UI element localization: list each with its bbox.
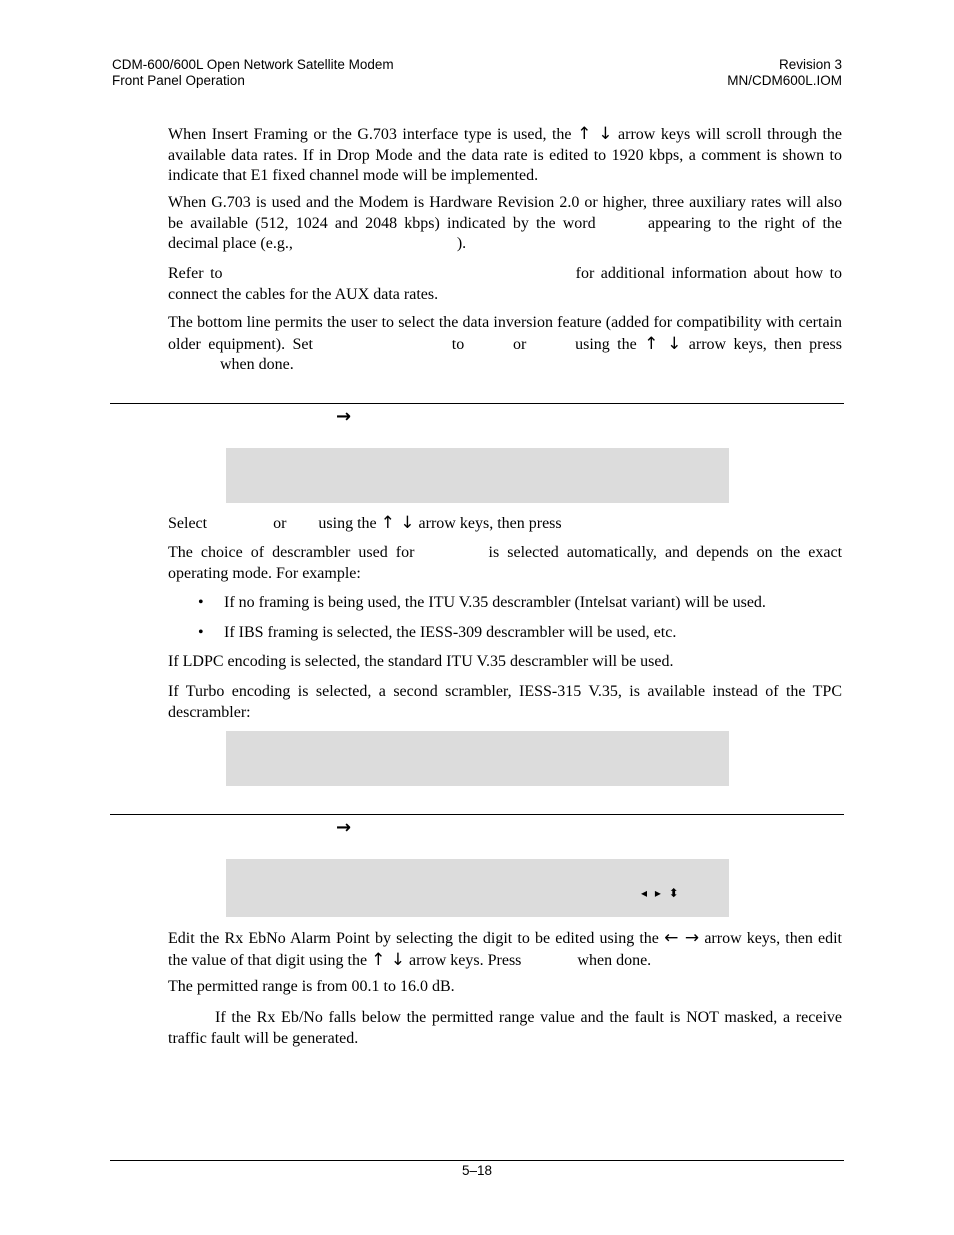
revision-label: Revision 3 xyxy=(778,57,842,72)
section-divider xyxy=(110,814,844,815)
section-arrow-icon: → xyxy=(336,406,352,427)
document-title: CDM-600/600L Open Network Satellite Modem xyxy=(112,57,394,72)
up-down-arrow-icon: ↑ ↓ xyxy=(644,333,682,354)
left-right-arrow-icon: ← → xyxy=(664,928,700,948)
bullet-icon: • xyxy=(198,623,204,641)
paragraph-select-descrambler: Select or using the ↑ ↓ arrow keys, then press xyxy=(168,513,562,533)
paragraph-turbo: If Turbo encoding is selected, a second scrambler, IESS-315 V.35, is available instead of the TPC descrambler: xyxy=(168,683,842,721)
paragraph-aux-rates: When G.703 is used and the Modem is Hardware Revision 2.0 or higher, three auxiliary rates will also be available (512, 1024 and 2048 kbps) indicated by the word appearing to the right of the decimal place (e.g., ). xyxy=(168,194,842,252)
section-divider xyxy=(110,403,844,404)
paragraph-refer-to: Refer to for additional information about how to connect the cables for the AUX data rates. xyxy=(168,265,843,303)
lcd-navigation-arrows-icon: ◂ ▸ ⬍ xyxy=(641,886,681,900)
paragraph-permitted-range: The permitted range is from 00.1 to 16.0 dB. xyxy=(168,978,455,995)
paragraph-edit-ebno: Edit the Rx EbNo Alarm Point by selecting the digit to be edited using the ← → arrow keys, then edit the value of that digit using the ↑ ↓ arrow keys. Press when done. xyxy=(168,928,843,970)
header-right xyxy=(727,57,842,89)
section-arrow-icon: → xyxy=(336,817,352,838)
list-item: • If no framing is being used, the ITU V.35 descrambler (Intelsat variant) will be used. xyxy=(168,593,842,614)
up-down-arrow-icon: ↑ ↓ xyxy=(380,513,415,533)
bullet-icon: • xyxy=(198,594,204,611)
paragraph-descrambler-choice: The choice of descrambler used for is selected automatically, and depends on the exact operating mode. For example: xyxy=(168,544,843,582)
page-number: 5–18 xyxy=(461,1163,493,1178)
paragraph-data-inversion: The bottom line permits the user to select the data inversion feature (added for compatibility with certain older equipment). Set to or using the ↑ ↓ arrow keys, then press when done. xyxy=(168,314,843,373)
lcd-display-turbo-descrambler xyxy=(226,731,729,786)
lcd-display-descrambler xyxy=(226,448,729,503)
footer-divider xyxy=(110,1160,844,1161)
descrambler-examples-list xyxy=(168,593,842,643)
header-left xyxy=(112,57,394,89)
paragraph-ldpc: If LDPC encoding is selected, the standard ITU V.35 descrambler will be used. xyxy=(168,653,674,670)
paragraph-data-rate-scroll: When Insert Framing or the G.703 interface type is used, the ↑ ↓ arrow keys will scroll through the available data rates. If in Drop Mode and the data rate is edited to 1920 kbps, a comment is shown to indicate that E1 fixed channel mode will be implemented. xyxy=(168,124,843,184)
up-down-arrow-icon: ↑ ↓ xyxy=(577,124,613,144)
list-item: • If IBS framing is selected, the IESS-309 descrambler will be used, etc. xyxy=(168,623,842,644)
paragraph-fault-note: If the Rx Eb/No falls below the permitted range value and the fault is NOT masked, a receive traffic fault will be generated. xyxy=(168,1009,842,1047)
chapter-title: Front Panel Operation xyxy=(112,73,245,88)
document-number: MN/CDM600L.IOM xyxy=(727,73,842,88)
up-down-arrow-icon: ↑ ↓ xyxy=(371,949,405,970)
